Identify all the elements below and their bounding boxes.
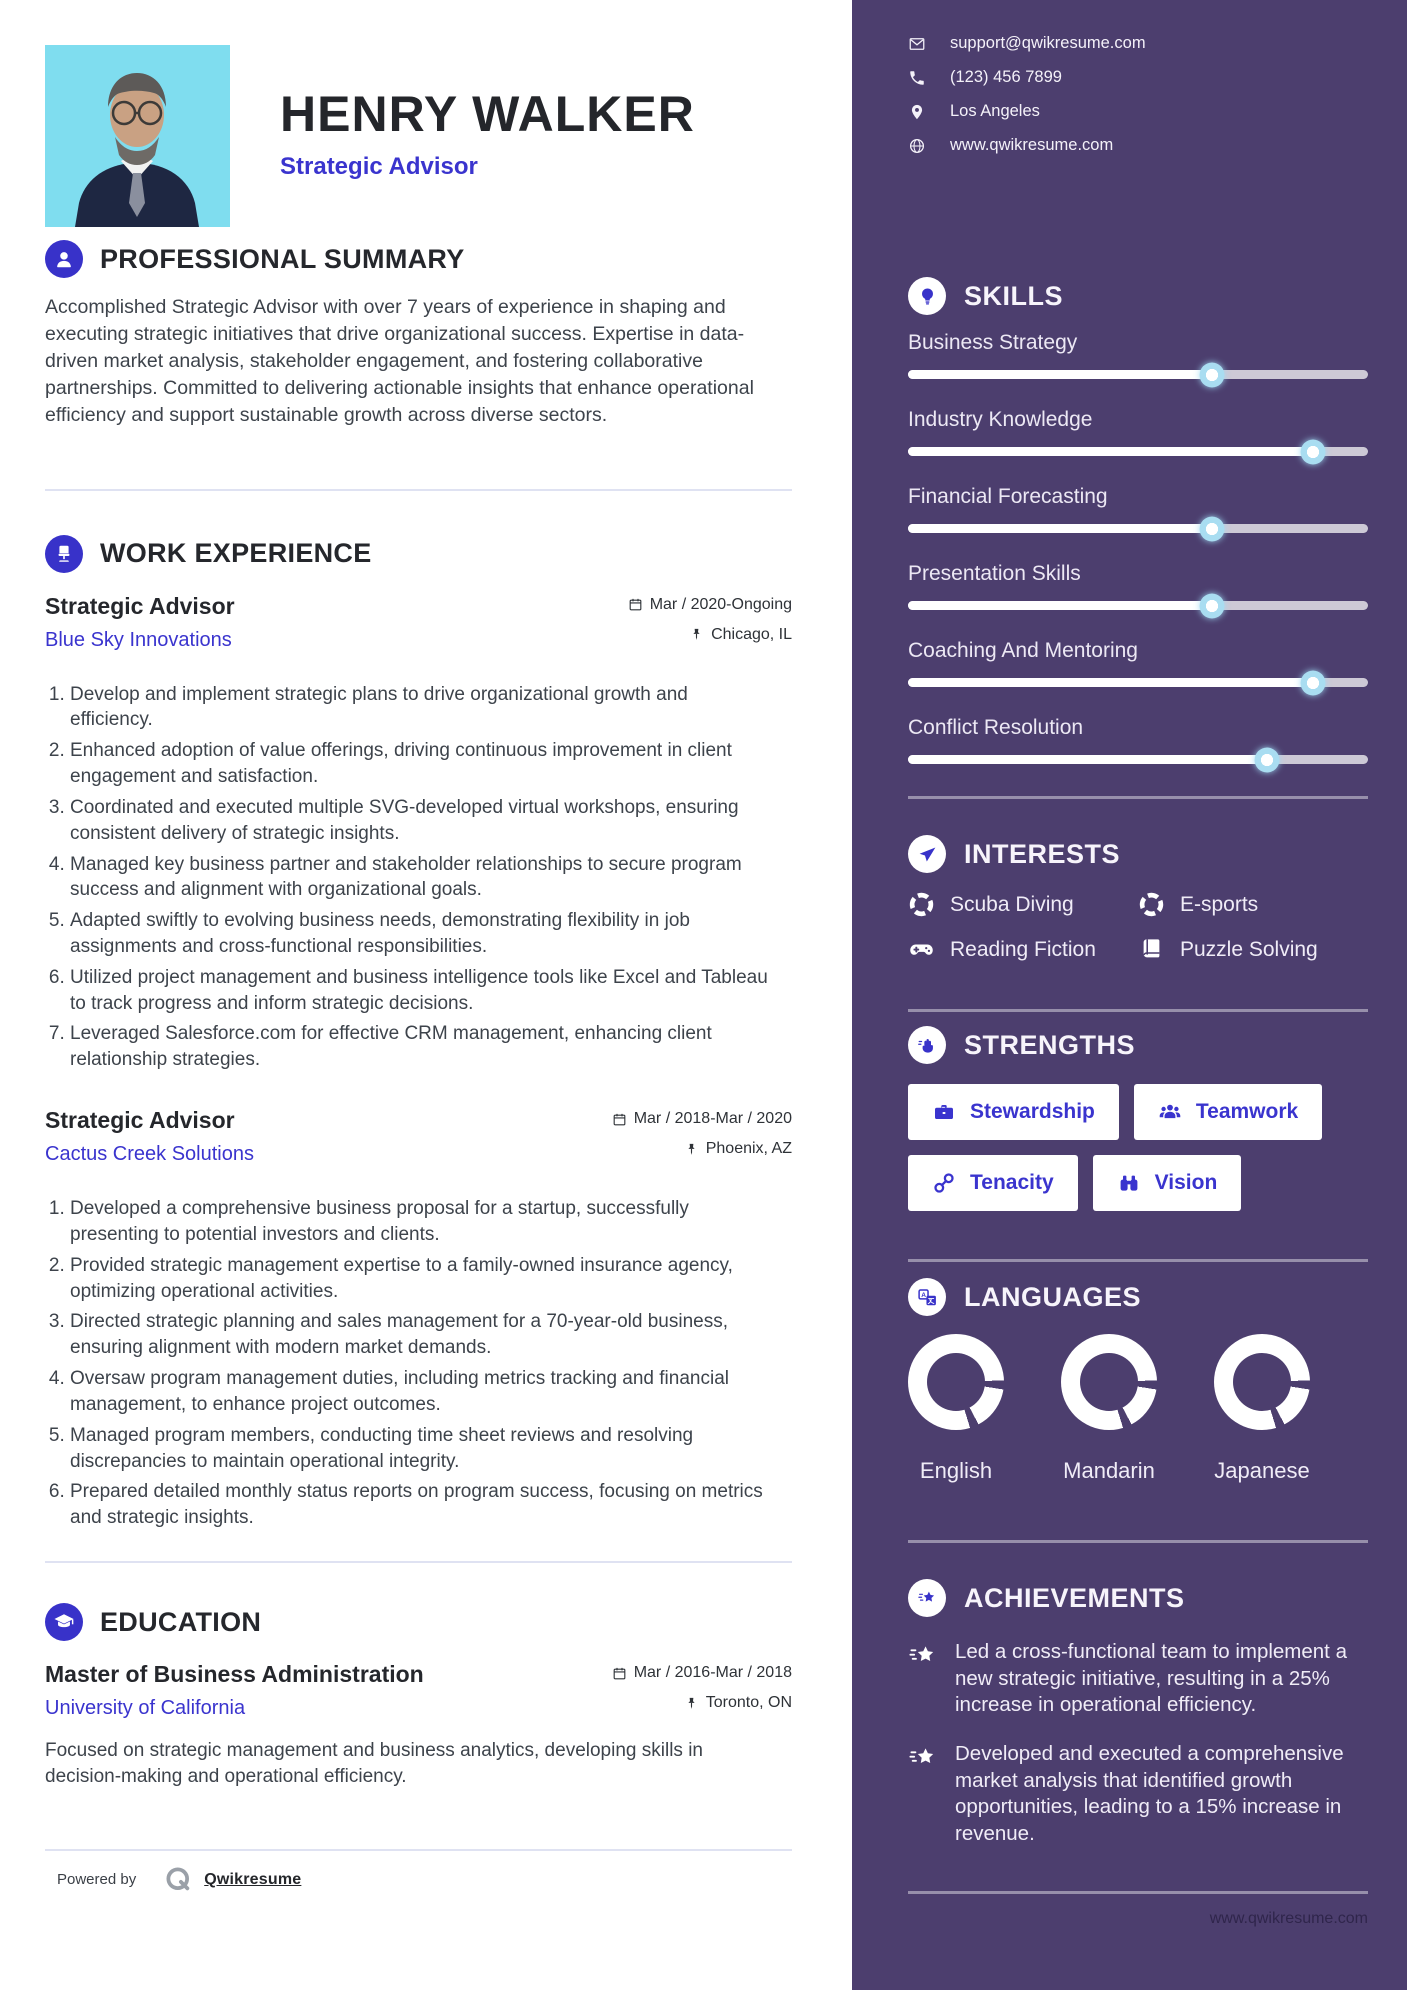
footer-powered-by (45, 1865, 792, 1895)
contact-block (908, 34, 1371, 155)
languages-heading: LANGUAGES (964, 1281, 1142, 1312)
strength-label: Tenacity (970, 1171, 1054, 1194)
section-achievements (908, 1579, 1371, 1847)
slider-knob[interactable] (1199, 516, 1224, 541)
education-description: Focused on strategic management and business analytics, developing skills in decision-making and operational efficiency. (45, 1740, 703, 1788)
strength-chip (1134, 1084, 1322, 1140)
briefcase-icon (932, 1100, 956, 1124)
job-company-link[interactable]: Blue Sky Innovations (45, 628, 232, 651)
envelope-icon (908, 35, 926, 53)
slider-knob[interactable] (1300, 670, 1325, 695)
language-item (908, 1334, 1004, 1484)
calendar-icon (612, 1112, 627, 1127)
slider-knob[interactable] (1199, 362, 1224, 387)
skill-business-strategy (908, 331, 1371, 379)
calendar-icon (628, 597, 643, 612)
job-bullet: 3. Coordinated and executed multiple SVG-developed virtual workshops, ensuring consistent delivery of strategic insights. (70, 795, 775, 847)
person-title: Strategic Advisor (280, 152, 478, 180)
job-bullet: 5. Adapted swiftly to evolving business needs, demonstrating flexibility in job assignments and cross-functional responsibilities. (70, 908, 775, 960)
job-location: Phoenix, AZ (705, 1140, 792, 1158)
interests-heading: INTERESTS (964, 838, 1121, 869)
job-bullet-list (45, 1196, 792, 1531)
language-name: Mandarin (1063, 1458, 1155, 1483)
slider-fill (908, 755, 1267, 764)
achievement-item (908, 1639, 1371, 1719)
job-bullet: 5. Managed program members, conducting time sheet reviews and resolving discrepancies to maintain operational integrity. (70, 1423, 775, 1475)
paper-plane-icon (908, 835, 946, 873)
shooting-star-icon (908, 1743, 939, 1774)
translate-icon (908, 1278, 946, 1316)
job-entry (45, 1107, 792, 1531)
job-bullet: 6. Prepared detailed monthly status reports on program success, focusing on metrics and strategic insights. (70, 1479, 775, 1531)
skills-list (908, 331, 1371, 764)
language-donut-chart (1061, 1334, 1157, 1430)
job-date: Mar / 2020-Ongoing (649, 595, 792, 613)
job-bullet: 4. Managed key business partner and stakeholder relationships to secure program success and alignment with organizational goals. (70, 852, 775, 904)
sidebar (852, 0, 1407, 1990)
qwikresume-link[interactable]: Qwikresume (204, 1870, 302, 1888)
achievement-text: Developed and executed a comprehensive market analysis that identified growth opportunities, leading to a 15% increase in revenue. (955, 1741, 1344, 1845)
achievement-text: Led a cross-functional team to implement a new strategic initiative, resulting in a 25% increase in operational efficiency. (955, 1640, 1347, 1717)
section-interests (908, 835, 1371, 963)
skill-slider (908, 678, 1368, 687)
section-work-experience (45, 535, 792, 1532)
slider-fill (908, 678, 1313, 687)
calendar-icon (612, 1666, 627, 1681)
job-date: Mar / 2018-Mar / 2020 (633, 1110, 792, 1128)
job-location: Chicago, IL (711, 625, 792, 643)
pushpin-icon (684, 1696, 699, 1711)
interest-label: Scuba Diving (950, 892, 1074, 916)
profile-photo-illustration (45, 45, 230, 227)
divider (908, 1259, 1368, 1262)
contact-location-text: Los Angeles (950, 102, 1040, 120)
strength-chip (908, 1084, 1119, 1140)
interest-item (908, 936, 1138, 963)
skill-presentation-skills (908, 562, 1371, 610)
skill-coaching-and-mentoring (908, 639, 1371, 687)
skill-industry-knowledge (908, 408, 1371, 456)
strength-chip (908, 1155, 1078, 1211)
skill-slider (908, 755, 1368, 764)
lifebuoy-icon (908, 891, 935, 918)
strength-chip (1093, 1155, 1242, 1211)
identity-header (45, 0, 792, 240)
contact-phone-text: (123) 456 7899 (950, 68, 1062, 86)
pushpin-icon (689, 627, 704, 642)
strength-label: Stewardship (970, 1100, 1095, 1123)
skill-label: Industry Knowledge (908, 408, 1093, 431)
interest-item (1138, 891, 1371, 918)
divider (45, 1849, 792, 1851)
skill-slider (908, 447, 1368, 456)
divider (908, 1891, 1368, 1894)
skill-slider (908, 370, 1368, 379)
language-name: English (919, 1458, 993, 1483)
contact-email-text: support@qwikresume.com (950, 34, 1146, 52)
slider-fill (908, 370, 1212, 379)
slider-knob[interactable] (1254, 747, 1279, 772)
fist-icon (908, 1026, 946, 1064)
skill-label: Coaching And Mentoring (908, 639, 1138, 662)
interest-label: Puzzle Solving (1180, 937, 1318, 961)
skill-label: Business Strategy (908, 331, 1078, 354)
skill-label: Conflict Resolution (908, 716, 1084, 739)
slider-fill (908, 524, 1212, 533)
lightbulb-icon (908, 277, 946, 315)
team-icon (1158, 1100, 1182, 1124)
language-donut-chart (908, 1334, 1004, 1430)
degree-name: Master of Business Administration (45, 1661, 424, 1688)
summary-text: Accomplished Strategic Advisor with over 7 years of experience in shaping and executing strategic initiatives that drive organizational success. Expertise in data-driven market analysis, stakeholder engagement, and fostering collaborative partnerships. Committed to delivering actionable insights that enhance operational efficiency and support sustainable growth across diverse sectors. (45, 296, 754, 426)
divider (908, 1009, 1368, 1012)
job-company-link[interactable]: Cactus Creek Solutions (45, 1143, 254, 1166)
contact-email[interactable] (908, 34, 1371, 53)
shooting-star-icon (908, 1641, 939, 1672)
interest-label: E-sports (1180, 892, 1259, 916)
skill-financial-forecasting (908, 485, 1371, 533)
strengths-list (908, 1084, 1328, 1211)
globe-icon (908, 137, 926, 155)
job-role: Strategic Advisor (45, 1107, 235, 1134)
education-entry (45, 1661, 792, 1790)
interest-item (908, 891, 1138, 918)
graduation-cap-icon (45, 1603, 83, 1641)
job-bullet: 1. Develop and implement strategic plans to drive organizational growth and efficiency. (70, 682, 775, 734)
slider-knob[interactable] (1199, 593, 1224, 618)
language-item (1214, 1334, 1310, 1484)
star-icon (908, 1579, 946, 1617)
achievement-item (908, 1741, 1371, 1848)
strength-label: Teamwork (1195, 1100, 1299, 1123)
job-entry (45, 593, 792, 1074)
skill-slider (908, 601, 1368, 610)
pushpin-icon (684, 1142, 699, 1157)
section-skills (908, 277, 1371, 764)
job-bullet: 2. Provided strategic management expertise to a family-owned insurance agency, optimizing operational activities. (70, 1253, 775, 1305)
skill-label: Financial Forecasting (908, 485, 1108, 508)
interest-label: Reading Fiction (950, 937, 1096, 961)
job-bullet: 7. Leveraged Salesforce.com for effective CRM management, enhancing client relationship strategies. (70, 1021, 775, 1073)
slider-fill (908, 601, 1212, 610)
summary-heading: PROFESSIONAL SUMMARY (100, 243, 465, 274)
job-bullet: 2. Enhanced adoption of value offerings, driving continuous improvement in client engagement and satisfaction. (70, 738, 775, 790)
education-heading: EDUCATION (100, 1606, 262, 1637)
profile-photo (45, 45, 230, 227)
job-bullet: 6. Utilized project management and business intelligence tools like Excel and Tableau to track progress and inform strategic decisions. (70, 965, 775, 1017)
skills-heading: SKILLS (964, 280, 1064, 311)
job-role: Strategic Advisor (45, 592, 235, 619)
svg-text:A: A (920, 1291, 926, 1299)
work-heading: WORK EXPERIENCE (100, 538, 372, 569)
contact-website-text: www.qwikresume.com (950, 136, 1114, 154)
skill-conflict-resolution (908, 716, 1371, 764)
binoculars-icon (1117, 1171, 1141, 1195)
map-pin-icon (908, 103, 926, 121)
divider (45, 1561, 792, 1563)
office-chair-icon (45, 535, 83, 573)
powered-by-label: Powered by (57, 1871, 137, 1888)
person-icon (45, 240, 83, 278)
chain-link-icon (932, 1171, 956, 1195)
section-education (45, 1603, 792, 1790)
education-location: Toronto, ON (705, 1694, 792, 1712)
skill-label: Presentation Skills (908, 562, 1081, 585)
book-icon (1138, 936, 1165, 963)
sidebar-website-link[interactable]: www.qwikresume.com (1209, 1910, 1368, 1928)
contact-location (908, 102, 1371, 121)
job-bullet: 3. Directed strategic planning and sales management for a 70-year-old business, ensuring alignment with modern market demands. (70, 1309, 775, 1361)
contact-website[interactable] (908, 136, 1371, 155)
divider (908, 1540, 1368, 1543)
divider (908, 796, 1368, 799)
job-bullet: 4. Oversaw program management duties, including metrics tracking and financial management, to enhance project outcomes. (70, 1366, 775, 1418)
achievements-heading: ACHIEVEMENTS (964, 1582, 1185, 1613)
slider-knob[interactable] (1300, 439, 1325, 464)
language-donut-chart (1214, 1334, 1310, 1430)
language-name: Japanese (1214, 1458, 1310, 1483)
section-languages (908, 1278, 1371, 1484)
school-link[interactable]: University of California (45, 1697, 246, 1720)
name-block (280, 88, 695, 181)
strength-label: Vision (1154, 1171, 1218, 1194)
interests-list (908, 891, 1371, 963)
section-professional-summary (45, 240, 792, 429)
contact-phone[interactable] (908, 68, 1371, 87)
job-bullet: 1. Developed a comprehensive business proposal for a startup, successfully presenting to potential investors and clients. (70, 1196, 775, 1248)
language-item (1061, 1334, 1157, 1484)
languages-list (908, 1334, 1371, 1484)
gamepad-icon (908, 936, 935, 963)
person-name: HENRY WALKER (280, 86, 695, 142)
skill-slider (908, 524, 1368, 533)
phone-icon (908, 69, 926, 87)
lifebuoy-icon (1138, 891, 1165, 918)
education-date: Mar / 2016-Mar / 2018 (633, 1664, 792, 1682)
slider-fill (908, 447, 1313, 456)
section-strengths (908, 1026, 1371, 1211)
job-bullet-list (45, 682, 792, 1074)
divider (45, 489, 792, 491)
strengths-heading: STRENGTHS (964, 1029, 1136, 1060)
qwikresume-logo-icon (164, 1865, 194, 1895)
interest-item (1138, 936, 1371, 963)
